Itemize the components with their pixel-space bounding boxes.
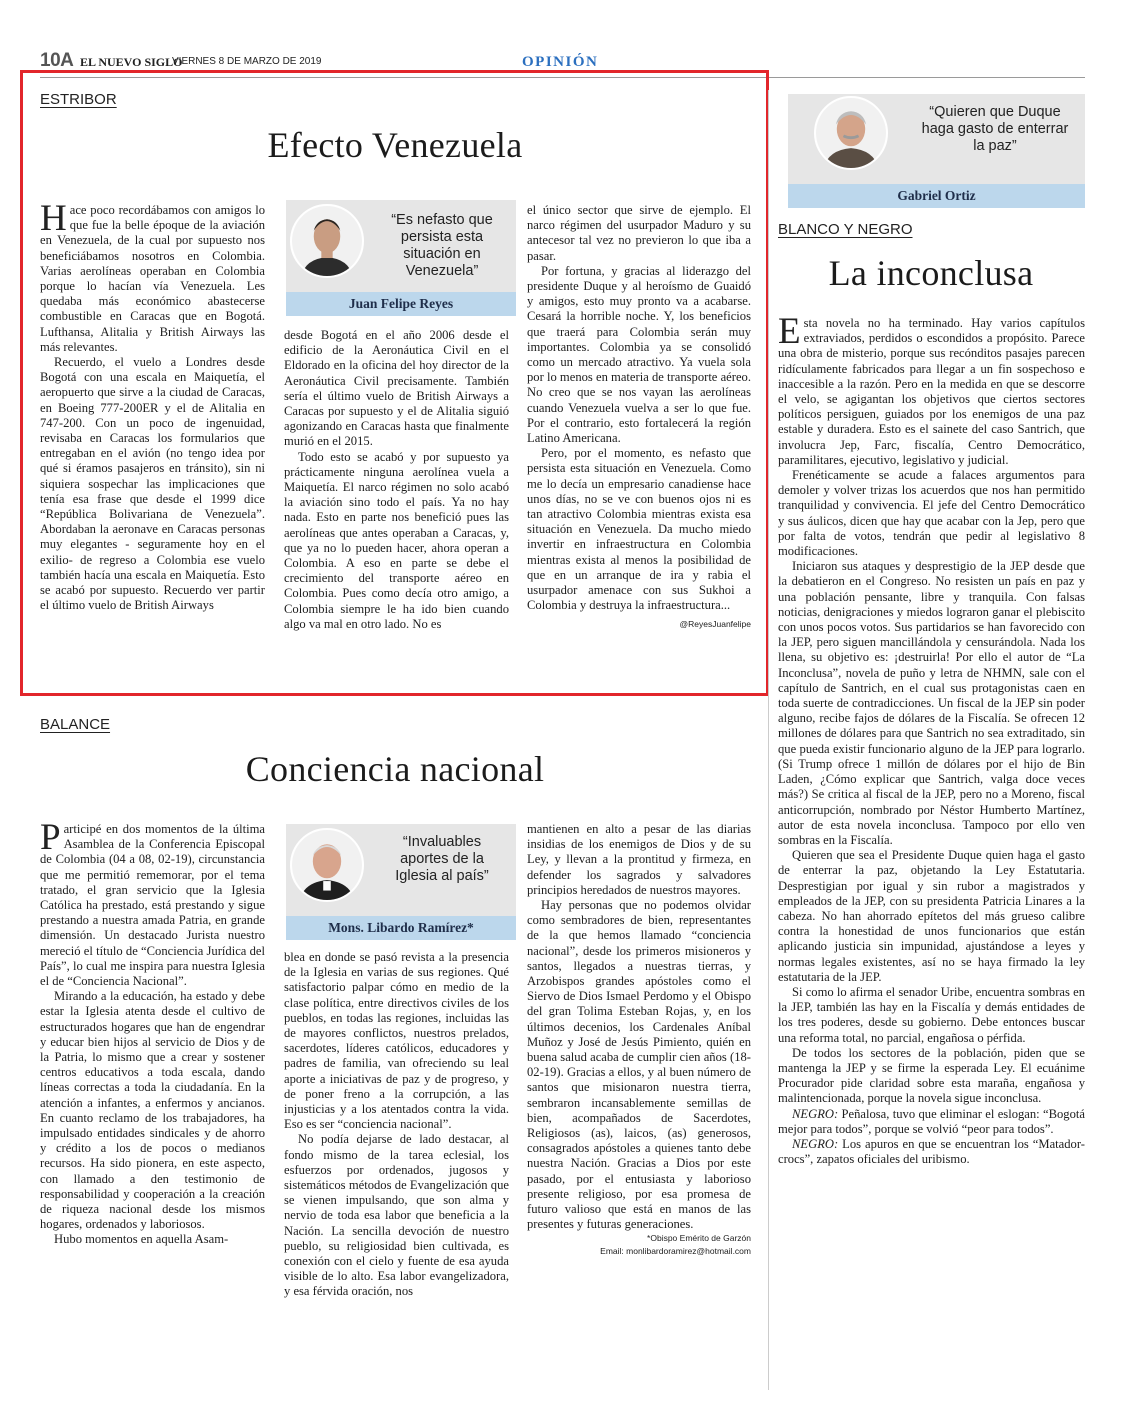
paragraph: desde Bogotá en el año 2006 desde el edificio de la Aeronáutica Civil en el Eldorado en la oficina del hoy director de la Aeronáutica Civil precisamente. También sería el último vuelo de British Airways a Caracas por supuesto y el de Alitalia siguió agonizando en Caracas hasta que finalmente murió en el 2015. <box>284 328 509 449</box>
estribor-col-1 <box>40 203 265 683</box>
paragraph: Todo esto se acabó y por supuesto ya prácticamente ninguna aerolínea vuela a Maiquetía. El narco régimen no solo acabó la aviación sino todo el país. Ya no hay nada. Esto en parte nos benefició pues las aerolíneas que antes operaban a Caracas, y, que ya no lo pueden hacer, ahora operan a Colombia. A eso en parte se debe el crecimiento del transporte aéreo en Colombia. Pues como decía otro amigo, a Colombia siempre le ha ido bien cuando algo va mal en otro lado. No es <box>284 449 509 631</box>
author-quote-box <box>788 94 1085 208</box>
issue-date: VIERNES 8 DE MARZO DE 2019 <box>172 56 322 67</box>
estribor-col-2 <box>284 328 509 684</box>
estribor-kicker: ESTRIBOR <box>40 91 117 108</box>
section-name: OPINIÓN <box>522 54 599 70</box>
paragraph: blea en donde se pasó revista a la presencia de la Iglesia en varias de sus regiones. Qué satisfactorio palpar cómo en medio de la clase política, entre directivos civiles de los pueblos, en todas las regiones, incluidas las de mayores conflictos, nuestros prelados, sacerdotes, líderes católicos, educadores y padres de familia, van ofreciendo su leal aporte a iniciativas de paz y de progreso, y de poner freno a la corrupción, a las injusticias y a los atentados contra la vida. Eso es ser “conciencia nacional”. <box>284 950 509 1132</box>
paragraph: Quieren que sea el Presidente Duque quien haga el gasto de enterrar la paz, objetando la Ley Estatutaria. Desprestigian por igual y sin rubor a magistrados y empleados de la JEP, con su presidenta Patricia Linares a la cabeza. No han ahorrado epítetos del más grueso calibre contra la honestidad de unos funcionarios que están aplicando justicia sin impunidad, ajustándose a leyes y normas legales existentes, así no se haya firmado la ley estatutaria de la JEP. <box>778 848 1085 984</box>
paragraph: articipé en dos momentos de la última Asamblea de la Conferencia Episcopal de Colombia (04 a 08, 02-19), circunstancia que me permitió rememorar, por el tema tratado, el gran servicio que la Iglesia Católica ha prestado, está prestando y sigue prestando a nuestra amada Patria, en grande dimensión. Un destacado Jurista nuestro mereció el título de “Conciencia Jurídica del País”, lo cual me inspira para nuestra Iglesia el de “Conciencia Nacional”. <box>40 822 265 989</box>
author-note: *Obispo Emérito de Garzón <box>647 1233 751 1244</box>
author-handle: @ReyesJuanfelipe <box>679 619 751 630</box>
author-quote: “Quieren que Duque haga gasto de enterrar la paz” <box>921 104 1069 154</box>
negro-label: NEGRO: <box>792 1106 839 1121</box>
balance-col-2 <box>284 950 509 1352</box>
author-email: Email: monlibardoramirez@hotmail.com <box>600 1246 751 1257</box>
balance-title: Conciencia nacional <box>245 749 545 789</box>
author-quote-box <box>286 824 516 940</box>
portrait-icon <box>290 828 364 902</box>
balance-col-3 <box>527 822 751 1352</box>
paragraph: Frenéticamente se acude a falaces argumentos para demoler y volver trizas los acuerdos que nos han permitido tranquilidad y convivencia. El jefe del Centro Democrático y sus áulicos, dicen que hay que acabar con la Jep, pero que por falta de votos, tendrán que pedir al legislativo 8 modificaciones. <box>778 468 1085 559</box>
drop-cap: P <box>40 822 61 858</box>
author-name: Juan Felipe Reyes <box>286 292 516 316</box>
paragraph: Recuerdo, el vuelo a Londres desde Bogotá con una escala en Maiquetía, el aeropuerto que sirve a la ciudad de Caracas, en Boeing 777-200ER y el de Alitalia en 747-200. Con un poco de ingenuidad, revisaba en Caracas los formularios que entregaban en el avión (no tengo idea por qué si éramos pasajeros en tránsito), sin ni siquiera sospechar las implicaciones que tenía esa frase que desde el 1999 dice “República Bolivariana de Venezuela”. Abordaban la aeronave en Caracas personas muy elegantes - seguramente hoy en el exilio- de regreso a Colombia ese vuelo también hacía una escala en Maiquetía. Esto se acabó por supuesto. Recuerdo ver partir el último vuelo de British Airways <box>40 355 265 613</box>
paragraph: el único sector que sirve de ejemplo. El narco régimen del usurpador Maduro y su antecesor tal vez no previeron lo que iba a pasar. <box>527 203 751 263</box>
blanco-negro-kicker: BLANCO Y NEGRO <box>778 221 913 238</box>
negro-text: Peñalosa, tuvo que eliminar el eslogan: “Bogotá mejor para todos”, porque se volvió “peor para todos”. <box>778 1106 1085 1136</box>
portrait-icon <box>816 98 886 168</box>
paragraph: ace poco recordábamos con amigos lo que fue la belle époque de la aviación en Venezuela, de la cual por supuesto nos beneficiábamos nosotros en Colombia. Varias aerolíneas operaban en Colombia porque lo hacían vía Venezuela. Les quedaba más económico abastecerse combustible en Caracas que en Bogotá. Lufthansa, Alitalia y British Airways las más relevantes. <box>40 203 265 354</box>
balance-col-1 <box>40 822 265 1352</box>
balance-kicker: BALANCE <box>40 716 111 733</box>
portrait-icon <box>292 206 362 276</box>
paragraph: Pero, por el momento, es nefasto que persista esta situación en Venezuela. Como me lo decía un empresario canadiense hace unos días, no se ve con buenos ojos ni es tan atractivo Colombia mientras exista esa situación en Venezuela. Da mucho miedo invertir en infraestructura en Colombia mientras exista al menos la posibilidad de que en un arranque de ira y rabia el usurpador amenace con sus Sukhoi a Colombia y destruya la infraestructura... <box>527 446 751 613</box>
author-name: Mons. Libardo Ramírez* <box>286 916 516 940</box>
author-name: Gabriel Ortiz <box>788 184 1085 208</box>
paragraph: Mirando a la educación, ha estado y debe estar la Iglesia atenta desde el cultivo de estructurados hogares que han de engendrar y educar bien hijos al servicio de Dios y de la Patria, lo mismo que a crear y sostener centros educativos a toda escala, dando líneas correctas a toda la ciudadanía. En la atención a infantes, a enfermos y ancianos. En cuanto reclamo de los trabajadores, ha impulsado entidades sindicales y de ahorro y crédito a los de pocos o medianos recursos. Ha sido pionera, en este aspecto, con llamado a den testimonio de responsabilidad y cooperación a la creación de riqueza nacional desde los mismos hogares, ordenados y laboriosos. <box>40 989 265 1232</box>
paragraph: De todos los sectores de la población, piden que se mantenga la JEP y se firme la esperada Ley. El ecuánime Procurador pide claridad sobre esta maraña, engañosa y malintencionada, porque la novela sigue inconclusa. <box>778 1045 1085 1106</box>
paragraph: No podía dejarse de lado destacar, al fondo mismo de la tarea eclesial, los esfuerzos por ordenados, jugosos y sistemáticos métodos de Evangelización que se vienen impulsando, que son alma y nervio de toda esa labor que beneficia a la Nación. La sencilla devoción de nuestro pueblo, su religiosidad bien cultivada, es conexión con el cielo y fuente de esa ayuda visible de lo alto. Esa labor evangelizadora, y esa férvida oración, nos <box>284 1132 509 1299</box>
negro-label: NEGRO: <box>792 1136 839 1151</box>
negro-note <box>778 1107 1085 1137</box>
blanco-negro-col <box>778 316 1085 1352</box>
author-quote: “Es nefasto que persista esta situación en Venezuela” <box>391 212 493 279</box>
page-number: 10A <box>40 50 74 71</box>
paragraph: Si como lo afirma el senador Uribe, encuentra sombras en la JEP, también las hay en la Fiscalía y demás entidades de los tres poderes, desde su gobierno. Debe entonces buscar una reforma total, no parcial, engañosa o pérfida. <box>778 984 1085 1045</box>
paragraph: sta novela no ha terminado. Hay varios capítulos extraviados, perdidos o escondidos a propósito. Parece una obra de misterio, porque sus recónditos pasajes parecen ridículamente fabricados para llegar a un fin sospechoso e inaccesible a la razón. Pero en la medida en que se descorre el velo, se agigantan los objetivos que ciertos sectores políticos persiguen, guiados por los enemigos de una paz estable y duradera. Esto es el sainete del caso Santrich, que involucra Jep, Farc, fiscalía, Centro Democrático, paramilitares, ejecutivo, legislativo y judicial. <box>778 316 1085 467</box>
paragraph: Iniciaron sus ataques y desprestigio de la JEP desde que la debatieron en el Congreso. No resisten un país en paz y una población pensante, libre y tranquila. Con falsas noticias, denigraciones y miedos lograron ganar el plebiscito con unos pocos votos. Sus partidarios se han favorecido con la JEP, pero siguen mancillándola y censurándola. Nada los llena, su objetivo es: ¡destruirla! Por ello el autor de “La Inconclusa”, novela de puño y letra de NHMN, sale con el capítulo de Santrich, en el cual sus protagonistas caen en toda suerte de contradicciones. Un fiscal de la JEP sin poder alguno, recibe fajos de dólares de la Fiscalía. Se ofrecen 12 millones de dólares para que Santrich no sea extraditado, sin que pueda existir funcionario alguno de la JEP para lograrlo. (Si Trump ofrece 1 millón de dólares por el hijo de Bin Laden, ¿Cómo explicar que Santrich, valga doce veces más?) Se critica al fiscal de la JEP, pero no a Moreno, fiscal anticorrupción, nombrado por Néstor Humberto Martínez, autor de esta novela inconclusa. Tampoco por ello ven sombras en la Fiscalía. <box>778 559 1085 847</box>
author-quote-box <box>286 200 516 316</box>
drop-cap: E <box>778 316 801 352</box>
estribor-col-3 <box>527 203 751 683</box>
paragraph: Hay personas que no podemos olvidar como sembradores de bien, representantes de la que hemos llamado “conciencia nacional”, desde los primeros misioneros y santos, llegados a nuestras tierras, y Arzobispos grandes apóstoles como el Siervo de Dios Ismael Perdomo y el Obispo del gran Tolima Esteban Rojas, y, en los últimos decenios, los Cardenales Aníbal Muñoz y José de Jesús Pimiento, quién en buena salud acaba de cumplir cien años (18-02-19). Gracias a ellos, y al buen número de santos que misionaron nuestra tierra, sembraron incansablemente semillas de bien, acompañados de Sacerdotes, Religiosos (as), laicos, (as) generosos, consagrados apóstoles a quienes tanto debe nuestra Nación. Gracias a Dios por este pasado, por el entusiasta y laborioso presente religioso, por esa promesa de futuro valioso que está en manos de las presentes y futuras generaciones. <box>527 898 751 1232</box>
newspaper-name: EL NUEVO SIGLO <box>80 55 183 69</box>
portrait-icon <box>290 204 364 278</box>
drop-cap: H <box>40 203 67 239</box>
negro-note <box>778 1137 1085 1167</box>
blanco-negro-title: La inconclusa <box>828 253 1034 293</box>
paragraph: Hubo momentos en aquella Asam- <box>54 1232 229 1247</box>
portrait-icon <box>814 96 888 170</box>
negro-text: Los apuros en que se encuentran los “Matador-crocs”, zapatos oficiales del uribismo. <box>778 1136 1085 1167</box>
estribor-title: Efecto Venezuela <box>267 125 523 165</box>
paragraph: mantienen en alto a pesar de las diarias insidias de los enemigos de Dios y de su Ley, y llevan a la prontitud y firmeza, en defender los sagrados y salvadores principios heredados de nuestros mayores. <box>527 822 751 897</box>
author-quote: “Invaluables aportes de la Iglesia al país” <box>395 834 489 884</box>
portrait-icon <box>292 830 362 900</box>
paragraph: Por fortuna, y gracias al liderazgo del presidente Duque y al heroísmo de Guaidó y amigos, esto muy pronto va a acabarse. Cesará la horrible noche. Y, los beneficios que traerá para Colombia serán muy importantes. Colombia ya se consolidó como un mercado atractivo. Ya vuela sola por lo menos en materia de transporte aéreo. No creo que se nos vayan las aerolíneas cuando Venezuela vuelva a ser lo que fue. Por el contrario, esto fortalecerá la región Latino Americana. <box>527 263 751 446</box>
column-divider <box>768 90 769 1390</box>
